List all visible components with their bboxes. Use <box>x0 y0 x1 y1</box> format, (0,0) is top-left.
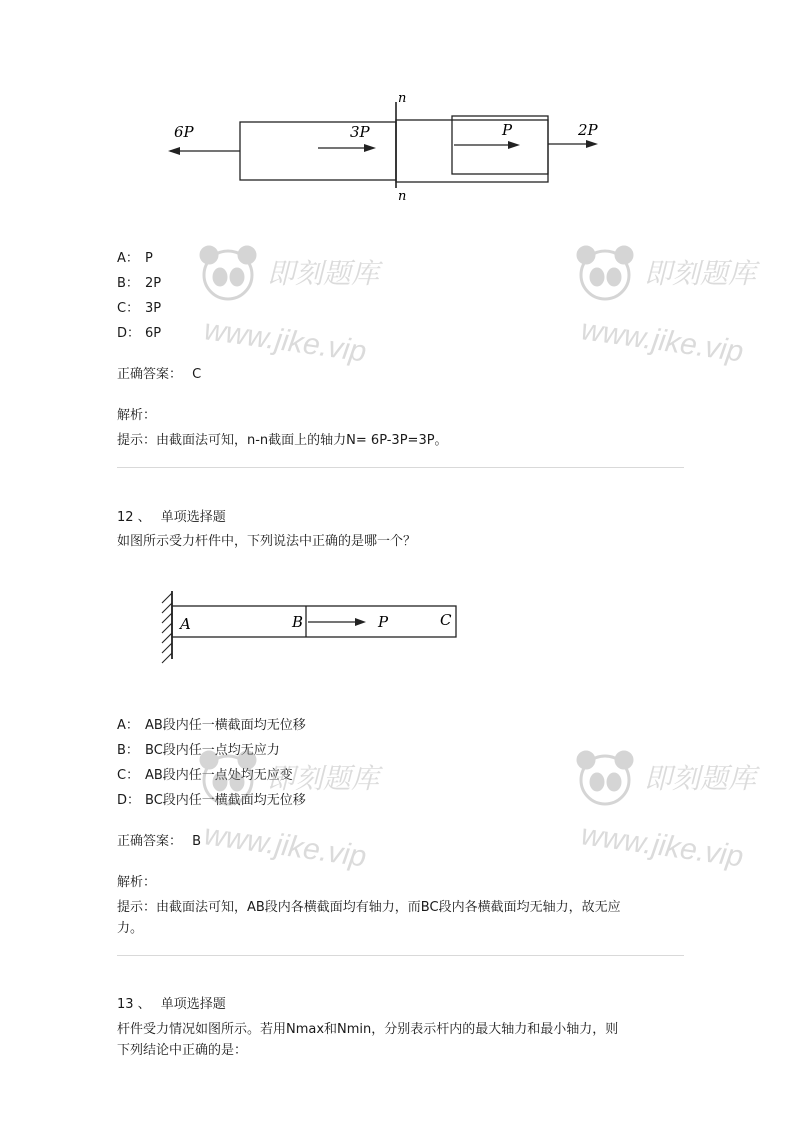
q11-left-arrow-head <box>168 147 180 155</box>
q12-option-a[interactable]: A： AB段内任一横截面均无位移 <box>117 718 306 733</box>
q13-header: 13 、 单项选择题 <box>117 997 226 1012</box>
divider <box>117 955 684 956</box>
q12-label-c: C <box>440 611 452 629</box>
q11-option-d[interactable]: D： 6P <box>117 326 162 341</box>
watermark-logo <box>195 740 415 880</box>
svg-text:即刻题库: 即刻题库 <box>267 763 380 794</box>
q12-label-p: P <box>378 613 389 631</box>
q11-label-3p: 3P <box>350 123 370 141</box>
q12-label-a: A <box>180 615 191 633</box>
q11-label-6p: 6P <box>174 123 194 141</box>
watermark-logo <box>572 235 757 375</box>
q11-label-2p: 2P <box>578 121 598 139</box>
q11-label-p: P <box>502 121 513 139</box>
q12-analysis-line2: 力。 <box>117 921 144 936</box>
watermark-logo <box>572 740 757 880</box>
q11-option-c[interactable]: C： 3P <box>117 301 162 316</box>
svg-text:www.jike.vip: www.jike.vip <box>202 818 369 874</box>
q12-question: 如图所示受力杆件中，下列说法中正确的是哪一个？ <box>117 534 417 549</box>
q11-figure <box>160 90 610 205</box>
q11-left-block <box>240 122 396 180</box>
svg-text:www.jike.vip: www.jike.vip <box>579 818 746 874</box>
svg-text:即刻题库: 即刻题库 <box>267 258 380 289</box>
q12-figure <box>150 585 470 665</box>
q11-option-b[interactable]: B： 2P <box>117 276 162 291</box>
watermark-logo <box>195 235 415 375</box>
q11-label-n-bottom: n <box>398 189 407 204</box>
q13-question-line2: 下列结论中正确的是： <box>117 1043 248 1058</box>
svg-text:即刻题库: 即刻题库 <box>644 763 757 794</box>
q11-right-block <box>396 120 548 182</box>
q12-load-arrow <box>355 618 366 626</box>
q12-option-c[interactable]: C： AB段内任一点处均无应变 <box>117 768 293 783</box>
q12-header: 12 、 单项选择题 <box>117 510 226 525</box>
q12-analysis-label: 解析： <box>117 875 157 890</box>
divider <box>117 467 684 468</box>
svg-text:www.jike.vip: www.jike.vip <box>579 313 746 369</box>
svg-text:www.jike.vip: www.jike.vip <box>202 313 369 369</box>
q12-analysis-line1: 提示：由截面法可知，AB段内各横截面均有轴力，而BC段内各横截面均无轴力，故无应 <box>117 900 621 915</box>
q12-answer: 正确答案： B <box>117 834 202 849</box>
q11-analysis-label: 解析： <box>117 408 157 423</box>
q13-question-line1: 杆件受力情况如图所示。若用Nmax和Nmin，分别表示杆内的最大轴力和最小轴力，则 <box>117 1022 619 1037</box>
svg-text:即刻题库: 即刻题库 <box>644 258 757 289</box>
q12-label-b: B <box>292 613 304 631</box>
q11-label-n-top: n <box>398 91 407 106</box>
q11-answer: 正确答案： C <box>117 367 202 382</box>
q12-option-d[interactable]: D： BC段内任一横截面均无位移 <box>117 793 306 808</box>
q12-option-b[interactable]: B： BC段内任一点均无应力 <box>117 743 280 758</box>
q11-analysis-text: 提示：由截面法可知，n-n截面上的轴力N= 6P-3P=3P。 <box>117 433 448 448</box>
q11-option-a[interactable]: A： P <box>117 251 153 266</box>
